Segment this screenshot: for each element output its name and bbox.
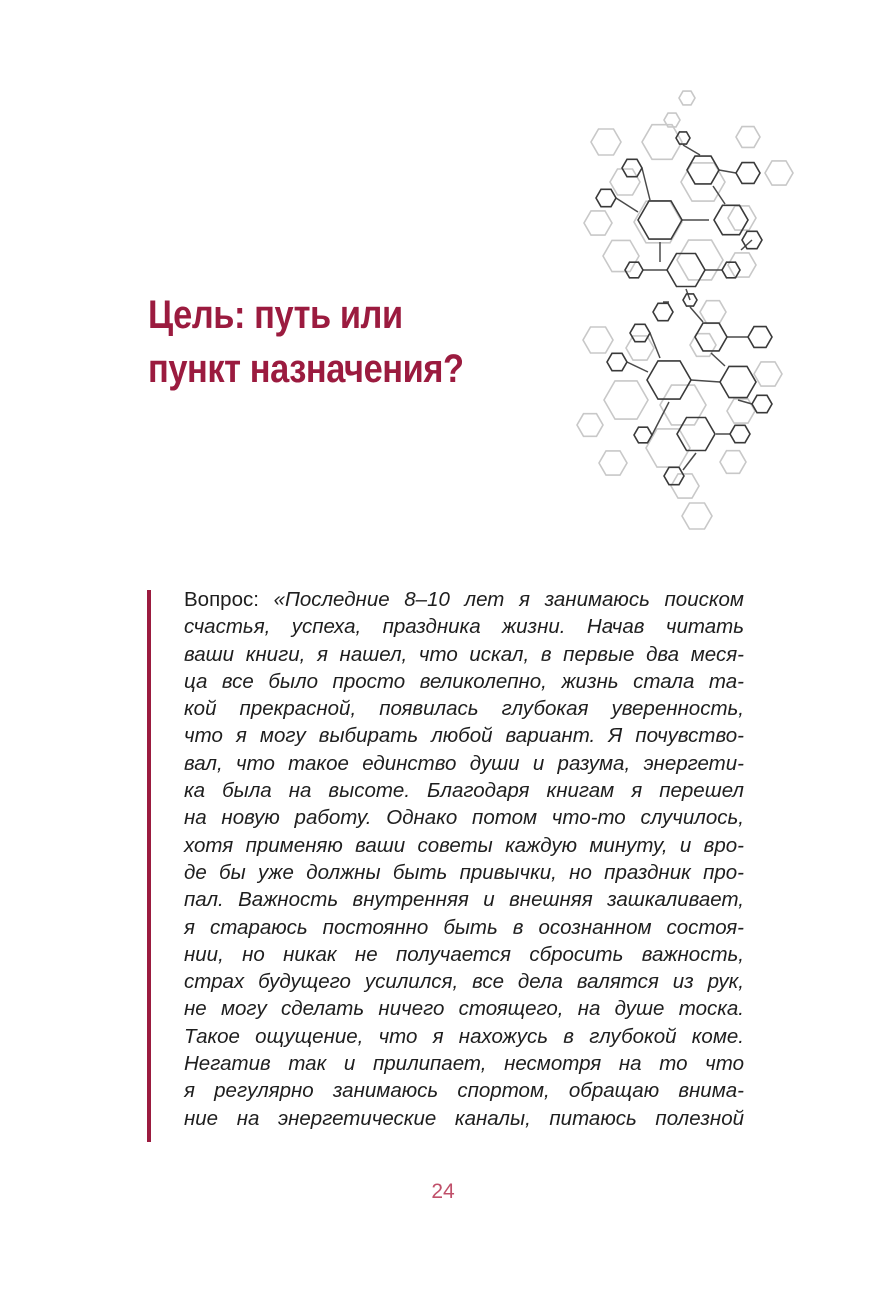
hexagon-shape bbox=[730, 425, 750, 442]
hexagon-shape bbox=[630, 324, 650, 341]
hexagon-shape bbox=[577, 414, 603, 437]
quote-line: нии, но никак не получается сбросить важность, bbox=[184, 942, 744, 966]
hexagon-shape bbox=[728, 253, 756, 277]
quote-accent-bar bbox=[147, 590, 151, 1142]
hexagon-shape bbox=[748, 327, 772, 348]
quote-line: ваши книги, я нашел, что искал, в первые два меся- bbox=[184, 642, 744, 666]
quote-line: счастья, успеха, праздника жизни. Начав читать bbox=[184, 615, 744, 639]
quote-line: на новую работу. Однако потом что-то случилось, bbox=[184, 806, 744, 830]
hexagon-shape bbox=[653, 303, 673, 320]
hexagon-shape bbox=[720, 366, 756, 397]
hexagon-shape bbox=[584, 211, 612, 235]
hexagon-shape bbox=[752, 395, 772, 412]
hexagon-shape bbox=[603, 240, 639, 271]
quote-line bbox=[184, 586, 744, 613]
quote-line: пал. Важность внутренняя и внешняя зашкаливает, bbox=[184, 888, 744, 912]
hexagon-shape bbox=[754, 362, 782, 386]
hexagon-shape bbox=[607, 353, 627, 370]
hexagon-shape bbox=[727, 399, 755, 423]
hexagon-shape bbox=[700, 301, 726, 324]
hexagon-shape bbox=[714, 205, 748, 234]
bond-line bbox=[616, 198, 638, 212]
bond-line bbox=[650, 333, 660, 358]
hexagon-shape bbox=[591, 129, 621, 155]
quote-line: Негатив так и прилипает, несмотря на то что bbox=[184, 1052, 744, 1076]
quote-line: Такое ощущение, что я нахожусь в глубокой коме. bbox=[184, 1024, 744, 1048]
bond-line bbox=[719, 170, 736, 173]
hexagon-shape bbox=[626, 336, 654, 360]
hexagon-shape bbox=[634, 427, 652, 443]
hexagon-shape bbox=[679, 91, 695, 105]
quote-line: кой прекрасной, появилась глубокая уверенность, bbox=[184, 697, 744, 721]
question-label: Вопрос: bbox=[184, 588, 274, 611]
quote-line: ние на энергетические каналы, питаюсь полезной bbox=[184, 1106, 744, 1130]
hexagon-shape bbox=[687, 156, 719, 184]
molecule-hexagon-icon bbox=[560, 80, 810, 540]
hexagon-shape bbox=[667, 254, 705, 287]
hexagon-shape bbox=[736, 127, 760, 148]
hexagon-shape bbox=[720, 451, 746, 474]
hexagon-shape bbox=[599, 451, 627, 475]
hexagon-shape bbox=[690, 334, 716, 357]
quote-line: хотя применяю ваши советы каждую минуту, и вро- bbox=[184, 833, 744, 857]
quote-line: я регулярно занимаюсь спортом, обращаю внима- bbox=[184, 1079, 744, 1103]
hexagon-shape bbox=[647, 361, 691, 399]
hexagon-shape bbox=[583, 327, 613, 353]
quote-line: не могу сделать ничего стоящего, на душе тоска. bbox=[184, 997, 744, 1021]
bond-line bbox=[683, 145, 700, 155]
hexagon-shape bbox=[671, 474, 699, 498]
hexagon-shape bbox=[765, 161, 793, 185]
chapter-title bbox=[148, 288, 509, 396]
hexagon-shape bbox=[736, 163, 760, 184]
bond-line bbox=[627, 362, 648, 372]
quote-line: страх будущего усилился, все дела валятся из рук, bbox=[184, 970, 744, 994]
hexagon-shape bbox=[682, 503, 712, 529]
bond-line bbox=[691, 380, 720, 382]
bond-line bbox=[642, 168, 650, 200]
chapter-title-line-1: Цель: путь или bbox=[148, 293, 403, 337]
hexagon-shape bbox=[676, 132, 690, 144]
hexagon-shape bbox=[622, 159, 642, 176]
hexagon-shape bbox=[642, 125, 682, 160]
quote-line: вал, что такое единство души и разума, энергети- bbox=[184, 751, 744, 775]
question-first-line: «Последние 8–10 лет я занимаюсь поиском bbox=[273, 588, 744, 611]
reader-question bbox=[184, 586, 744, 1132]
hexagon-shape bbox=[596, 189, 616, 206]
quote-line: ка была на высоте. Благодаря книгам я перешел bbox=[184, 779, 744, 803]
quote-line: де бы уже должны быть привычки, но праздник про- bbox=[184, 860, 744, 884]
quote-line: что я могу выбирать любой вариант. Я почувство- bbox=[184, 724, 744, 748]
page-number: 24 bbox=[431, 1180, 455, 1203]
hexagon-shape bbox=[604, 381, 648, 419]
quote-line: ца все было просто великолепно, жизнь стала та- bbox=[184, 669, 744, 693]
bond-line bbox=[711, 353, 725, 366]
chapter-title-line-2: пункт назначения? bbox=[148, 347, 464, 391]
quote-line: я стараюсь постоянно быть в осознанном состоя- bbox=[184, 915, 744, 939]
quote-lines bbox=[184, 613, 744, 1132]
